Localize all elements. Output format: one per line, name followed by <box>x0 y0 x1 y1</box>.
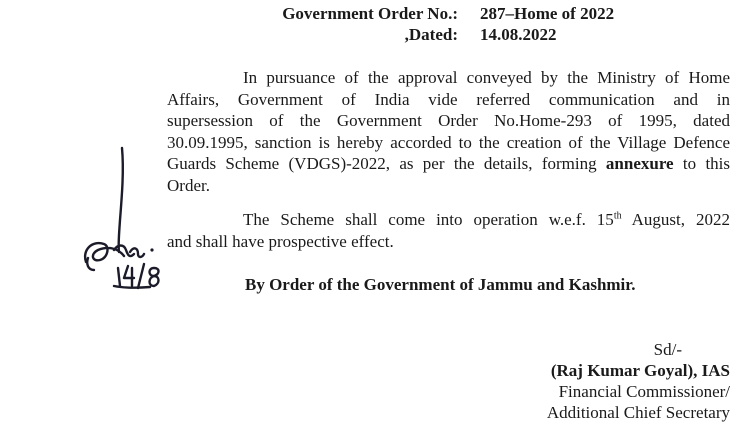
paragraph-line: and shall have prospective effect. <box>167 231 394 251</box>
dated-label: ,Dated: <box>404 25 458 44</box>
paragraph-line: In pursuance of the approval conveyed by the Ministry of Home <box>243 68 730 87</box>
signature-block <box>547 339 730 423</box>
paragraph-line <box>167 209 730 231</box>
dated-value: 14.08.2022 <box>480 25 557 44</box>
paragraph-operation <box>167 209 730 252</box>
paragraph-text: August, 2022 <box>631 210 730 229</box>
order-no-value: 287–Home of 2022 <box>480 4 615 23</box>
paragraph-line: Affairs, Government of India vide referred communication and in <box>167 89 730 109</box>
paragraph-text: The Scheme shall come into operation w.e.f. 15 <box>243 210 614 229</box>
superscript: th <box>613 210 622 222</box>
sd-mark: Sd/- <box>653 340 682 359</box>
paragraph-line: Order. <box>167 175 210 195</box>
paragraph-sanction <box>167 67 730 196</box>
by-order-line: By Order of the Government of Jammu and Kashmir. <box>245 275 636 294</box>
annexure-keyword: annexure <box>605 154 674 173</box>
paragraph-line: supersession of the Government Order No.Home-293 of 1995, dated <box>167 111 730 130</box>
paragraph-text: Guards Scheme (VDGS)-2022, as per the details, forming <box>167 154 597 173</box>
signatory-title: Additional Chief Secretary <box>546 403 730 422</box>
signatory-title: Financial Commissioner/ <box>558 382 730 401</box>
order-no-label: Government Order No.: <box>282 4 458 23</box>
signatory-name: (Raj Kumar Goyal), IAS <box>550 361 730 380</box>
paragraph-line: 30.09.1995, sanction is hereby accorded to the creation of the Village Defence <box>167 132 730 152</box>
paragraph-line <box>167 153 730 175</box>
paragraph-text: to this <box>682 154 731 173</box>
handwritten-signature-icon <box>78 140 178 290</box>
